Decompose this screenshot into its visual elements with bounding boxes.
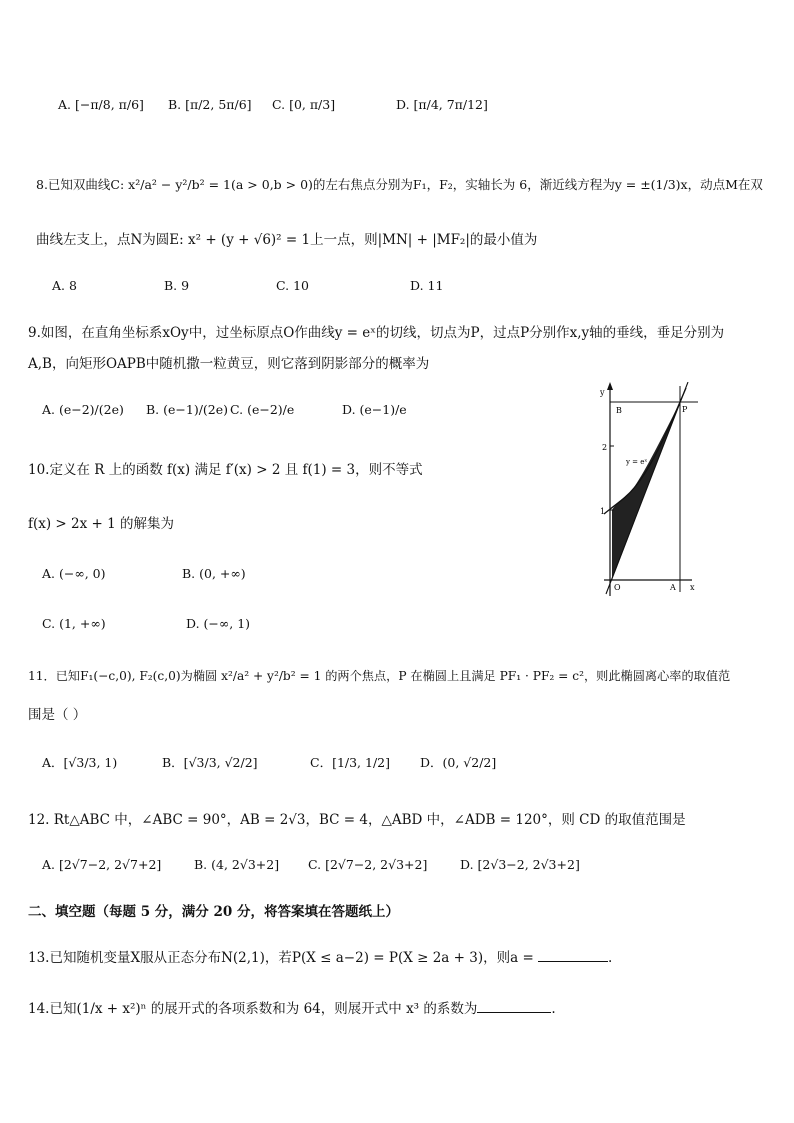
q7-option-b: B. [π/2, 5π/6]: [168, 97, 252, 112]
q14-answer-blank[interactable]: [477, 1000, 551, 1013]
q13-text: 13.已知随机变量X服从正态分布N(2,1)，若P(X ≤ a−2) = P(X ≥ 2a + 3)，则a =: [28, 950, 539, 966]
label-one: 1: [600, 507, 606, 516]
q7-option-d: D. [π/4, 7π/12]: [396, 97, 488, 112]
q10-option-d: D. (−∞, 1): [186, 616, 251, 631]
q7-option-a: A. [−π/8, π/6]: [58, 97, 144, 112]
q9-text-line1: 9.如图，在直角坐标系xOy中，过坐标原点O作曲线y = eˣ的切线，切点为P，过点P分别作x,y轴的垂线，垂足分别为: [28, 325, 725, 341]
label-o: O: [614, 583, 621, 592]
q9-figure: [590, 382, 702, 596]
q11-option-a: A．[√3/3, 1): [42, 755, 118, 770]
q13-answer-blank[interactable]: [538, 949, 608, 962]
q9-option-b: B. (e−1)/(2e): [146, 402, 229, 417]
label-a: A: [670, 583, 676, 592]
q13-end: .: [608, 950, 613, 966]
section-heading: 二、填空题（每题 5 分，满分 20 分，将答案填在答题纸上）: [28, 904, 399, 920]
q11-text-line2: 围是（ ）: [28, 707, 87, 723]
q11-option-d: D．(0, √2/2]: [420, 755, 497, 770]
q8-option-b: B. 9: [164, 278, 190, 293]
q9-option-d: D. (e−1)/e: [342, 402, 407, 417]
q11-text-line1: 11．已知F₁(−c,0), F₂(c,0)为椭圆 x²/a² + y²/b² = 1 的两个焦点，P 在椭圆上且满足 PF₁ · PF₂ = c²，则此椭圆离心率的取值范: [28, 669, 731, 683]
q12-text-line1: 12. Rt△ABC 中，∠ABC = 90°，AB = 2√3，BC = 4，△ABD 中，∠ADB = 120°，则 CD 的取值范围是: [28, 812, 686, 828]
q14-end: .: [551, 1001, 556, 1017]
q12-option-a: A. [2√7−2, 2√7+2]: [42, 857, 162, 872]
q14-line: [28, 997, 556, 1017]
label-two: 2: [602, 443, 608, 452]
q11-option-b: B．[√3/3, √2/2]: [162, 755, 258, 770]
q10-text-line2: f(x) > 2x + 1 的解集为: [28, 516, 175, 532]
q10-text-line1: 10.定义在 R 上的函数 f(x) 满足 f′(x) > 2 且 f(1) = 3，则不等式: [28, 462, 423, 478]
q12-option-c: C. [2√7−2, 2√3+2]: [308, 857, 428, 872]
q11-option-c: C．[1/3, 1/2]: [310, 755, 390, 770]
q9-option-a: A. (e−2)/(2e): [42, 402, 124, 417]
q8-text-line1: 8.已知双曲线C: x²/a² − y²/b² = 1(a > 0,b > 0)的左右焦点分别为F₁，F₂，实轴长为 6，渐近线方程为y = ±(1/3)x，动点M在双: [36, 177, 763, 192]
q8-option-d: D. 11: [410, 278, 444, 293]
q10-option-c: C. (1, +∞): [42, 616, 106, 631]
q12-option-b: B. (4, 2√3+2]: [194, 857, 280, 872]
q8-option-c: C. 10: [276, 278, 309, 293]
q8-text-line2: 曲线左支上，点N为圆E: x² + (y + √6)² = 1上一点，则|MN| + |MF₂|的最小值为: [36, 232, 538, 248]
q10-option-a: A. (−∞, 0): [42, 566, 106, 581]
q9-option-c: C. (e−2)/e: [230, 402, 295, 417]
q9-text-line2: A,B，向矩形OAPB中随机撒一粒黄豆，则它落到阴影部分的概率为: [28, 356, 430, 372]
q12-option-d: D. [2√3−2, 2√3+2]: [460, 857, 580, 872]
q7-option-c: C. [0, π/3]: [272, 97, 336, 112]
label-p: P: [682, 405, 688, 414]
q14-text: 14.已知(1/x + x²)ⁿ 的展开式的各项系数和为 64，则展开式中 x³ 的系数为: [28, 1001, 478, 1017]
q13-line: [28, 946, 612, 966]
label-curve: y = eˣ: [626, 458, 648, 466]
q8-option-a: A. 8: [52, 278, 77, 293]
label-x: x: [690, 583, 695, 592]
q10-option-b: B. (0, +∞): [182, 566, 246, 581]
label-b: B: [616, 406, 622, 415]
label-y: y: [600, 388, 605, 397]
